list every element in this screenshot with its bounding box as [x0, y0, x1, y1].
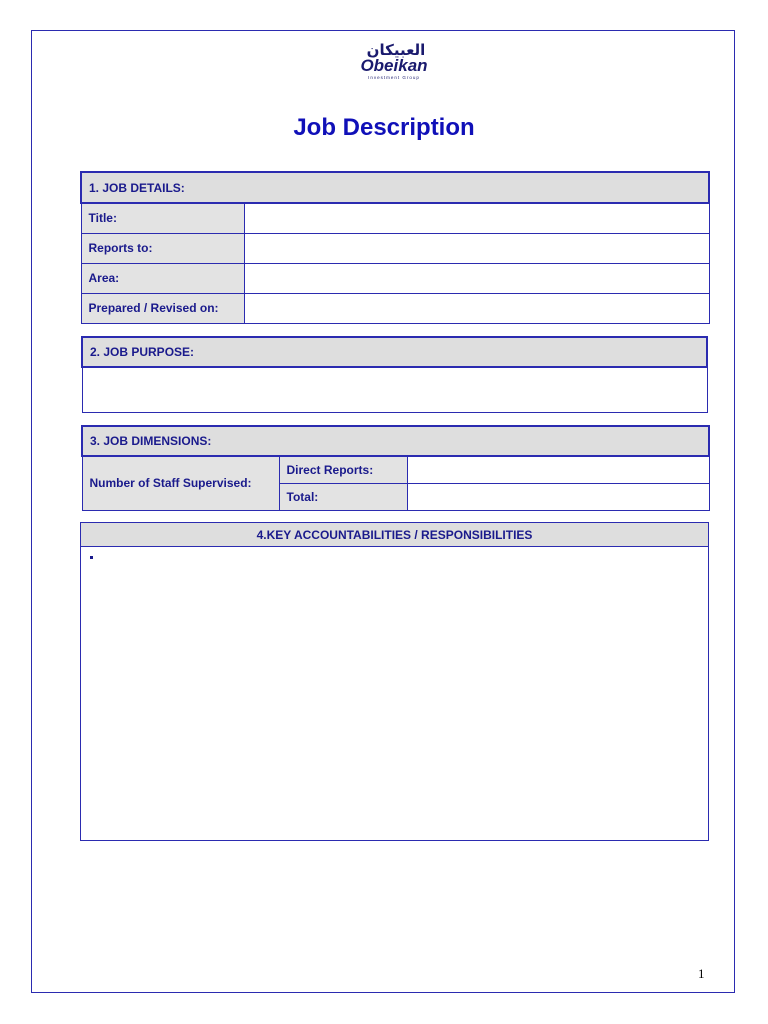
key-accountabilities-table — [80, 522, 709, 841]
bullet-icon — [90, 556, 93, 559]
key-accountabilities-header: 4.KEY ACCOUNTABILITIES / RESPONSIBILITIES — [81, 523, 709, 547]
total-field[interactable] — [407, 483, 709, 510]
job-purpose-field[interactable] — [82, 367, 707, 412]
obeikan-logo — [356, 41, 432, 83]
logo-tagline: Investment Group — [368, 75, 420, 80]
job-dimensions-table — [81, 425, 710, 511]
job-purpose-header: 2. JOB PURPOSE: — [82, 337, 707, 367]
key-accountabilities-field[interactable] — [81, 547, 709, 841]
reports-to-label: Reports to: — [81, 233, 244, 263]
staff-supervised-label: Number of Staff Supervised: — [82, 456, 279, 510]
job-details-header: 1. JOB DETAILS: — [81, 172, 709, 203]
job-dimensions-header: 3. JOB DIMENSIONS: — [82, 426, 709, 456]
job-purpose-table — [81, 336, 708, 413]
area-field[interactable] — [244, 263, 709, 293]
prepared-revised-field[interactable] — [244, 293, 709, 323]
page-number: 1 — [698, 966, 705, 981]
title-field[interactable] — [244, 203, 709, 233]
total-label: Total: — [279, 483, 407, 510]
job-details-table — [80, 171, 710, 324]
direct-reports-field[interactable] — [407, 456, 709, 483]
area-label: Area: — [81, 263, 244, 293]
direct-reports-label: Direct Reports: — [279, 456, 407, 483]
logo-arabic-text: العبيكان — [366, 41, 426, 59]
reports-to-field[interactable] — [244, 233, 709, 263]
title-label: Title: — [81, 203, 244, 233]
prepared-revised-label: Prepared / Revised on: — [81, 293, 244, 323]
logo-latin-text: Obeikan — [360, 56, 428, 75]
document-title: Job Description — [293, 114, 475, 141]
